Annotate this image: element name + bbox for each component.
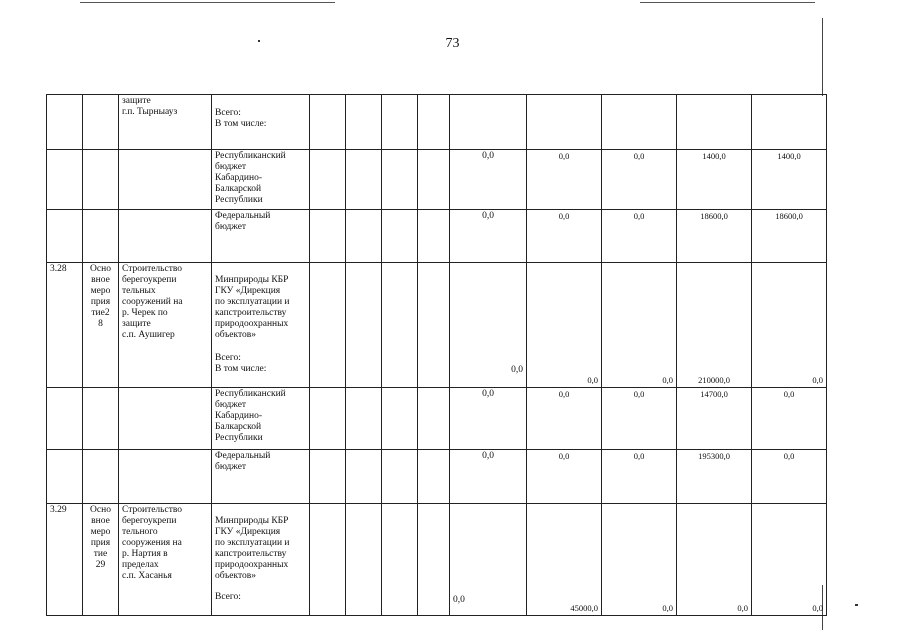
value-cell: 195300,0: [677, 450, 752, 504]
measure-type: [83, 150, 119, 210]
value-cell: 0,0: [450, 450, 527, 504]
empty-cell: [346, 504, 382, 616]
empty-cell: [346, 450, 382, 504]
empty-cell: [382, 263, 418, 388]
top-scan-line-left: [80, 2, 335, 3]
total-label: Всего: В том числе:: [215, 353, 267, 374]
table-row: [47, 150, 827, 210]
empty-cell: [310, 263, 346, 388]
row-number: [47, 95, 83, 150]
empty-cell: [382, 504, 418, 616]
value-cell: 0,0: [450, 263, 527, 388]
page-number: 73: [445, 36, 460, 51]
value-cell: 0,0: [752, 263, 827, 388]
funding-source: Федеральный бюджет: [212, 210, 310, 263]
value-cell: [677, 95, 752, 150]
measure-type: [83, 388, 119, 450]
measure-type: [83, 210, 119, 263]
value-cell: 18600,0: [677, 210, 752, 263]
empty-cell: [418, 450, 450, 504]
measure-name: Строительство берегоукрепи тельного сооружения на р. Нартия в пределах с.п. Хасанья: [119, 504, 212, 616]
empty-cell: [346, 95, 382, 150]
table-row: [47, 210, 827, 263]
measure-name: [119, 150, 212, 210]
value-cell: 210000,0: [677, 263, 752, 388]
funding-source: Республиканский бюджет Кабардино- Балкарской Республики: [212, 388, 310, 450]
empty-cell: [382, 210, 418, 263]
value-cell: 1400,0: [752, 150, 827, 210]
funding-source: Всего: В том числе:: [212, 95, 310, 150]
executor-text: Минприроды КБР ГКУ «Дирекция по эксплуатации и капстроительству природоохранных объектов»: [215, 275, 290, 340]
funding-source: [212, 504, 310, 616]
value-cell: 0,0: [602, 450, 677, 504]
measure-type: Осно вное меро прия тие 29: [83, 504, 119, 616]
empty-cell: [310, 210, 346, 263]
table-row: [47, 263, 827, 388]
empty-cell: [382, 388, 418, 450]
empty-cell: [418, 263, 450, 388]
value-cell: 0,0: [450, 210, 527, 263]
value-cell: 0,0: [677, 504, 752, 616]
empty-cell: [382, 95, 418, 150]
value-cell: [602, 95, 677, 150]
value-cell: 0,0: [752, 388, 827, 450]
value-cell: [450, 95, 527, 150]
row-number: [47, 388, 83, 450]
empty-cell: [346, 263, 382, 388]
value-cell: 0,0: [450, 504, 527, 616]
empty-cell: [310, 450, 346, 504]
empty-cell: [418, 504, 450, 616]
measure-name: защите г.п. Тырныауз: [119, 95, 212, 150]
empty-cell: [346, 150, 382, 210]
funding-source: Федеральный бюджет: [212, 450, 310, 504]
empty-cell: [310, 95, 346, 150]
budget-table: [46, 94, 827, 616]
total-label: Всего:: [215, 592, 241, 602]
empty-cell: [346, 388, 382, 450]
funding-source: [212, 263, 310, 388]
measure-type: [83, 450, 119, 504]
value-cell: [752, 95, 827, 150]
measure-name: [119, 388, 212, 450]
value-cell: 0,0: [602, 263, 677, 388]
scan-speck: [855, 604, 858, 606]
value-cell: 0,0: [602, 210, 677, 263]
value-cell: 14700,0: [677, 388, 752, 450]
empty-cell: [382, 150, 418, 210]
value-cell: 1400,0: [677, 150, 752, 210]
value-cell: 0,0: [752, 504, 827, 616]
value-cell: 0,0: [450, 150, 527, 210]
empty-cell: [418, 150, 450, 210]
row-number: 3.29: [47, 504, 83, 616]
value-cell: 0,0: [602, 388, 677, 450]
measure-type: Осно вное меро прия тие2 8: [83, 263, 119, 388]
value-cell: 0,0: [527, 210, 602, 263]
value-cell: 45000,0: [527, 504, 602, 616]
empty-cell: [310, 504, 346, 616]
table-row: [47, 504, 827, 616]
value-cell: 0,0: [602, 504, 677, 616]
table-row: [47, 450, 827, 504]
value-cell: 0,0: [602, 150, 677, 210]
value-cell: 0,0: [752, 450, 827, 504]
value-cell: 0,0: [527, 150, 602, 210]
measure-name: [119, 450, 212, 504]
empty-cell: [418, 210, 450, 263]
row-number: [47, 450, 83, 504]
value-cell: 18600,0: [752, 210, 827, 263]
empty-cell: [418, 95, 450, 150]
value-cell: 0,0: [527, 263, 602, 388]
measure-name: [119, 210, 212, 263]
empty-cell: [310, 388, 346, 450]
value-cell: [527, 95, 602, 150]
measure-type: [83, 95, 119, 150]
empty-cell: [310, 150, 346, 210]
row-number: [47, 210, 83, 263]
funding-source: Республиканский бюджет Кабардино- Балкарской Республики: [212, 150, 310, 210]
table-row: [47, 388, 827, 450]
empty-cell: [382, 450, 418, 504]
value-cell: 0,0: [527, 450, 602, 504]
empty-cell: [346, 210, 382, 263]
executor-text: Минприроды КБР ГКУ «Дирекция по эксплуатации и капстроительству природоохранных объектов»: [215, 516, 290, 581]
empty-cell: [418, 388, 450, 450]
measure-name: Строительство берегоукрепи тельных сооружений на р. Черек по защите с.п. Аушигер: [119, 263, 212, 388]
top-scan-line-right: [640, 2, 815, 3]
row-number: 3.28: [47, 263, 83, 388]
row-number: [47, 150, 83, 210]
table-row: [47, 95, 827, 150]
value-cell: 0,0: [527, 388, 602, 450]
value-cell: 0,0: [450, 388, 527, 450]
right-margin-line: [822, 18, 823, 96]
